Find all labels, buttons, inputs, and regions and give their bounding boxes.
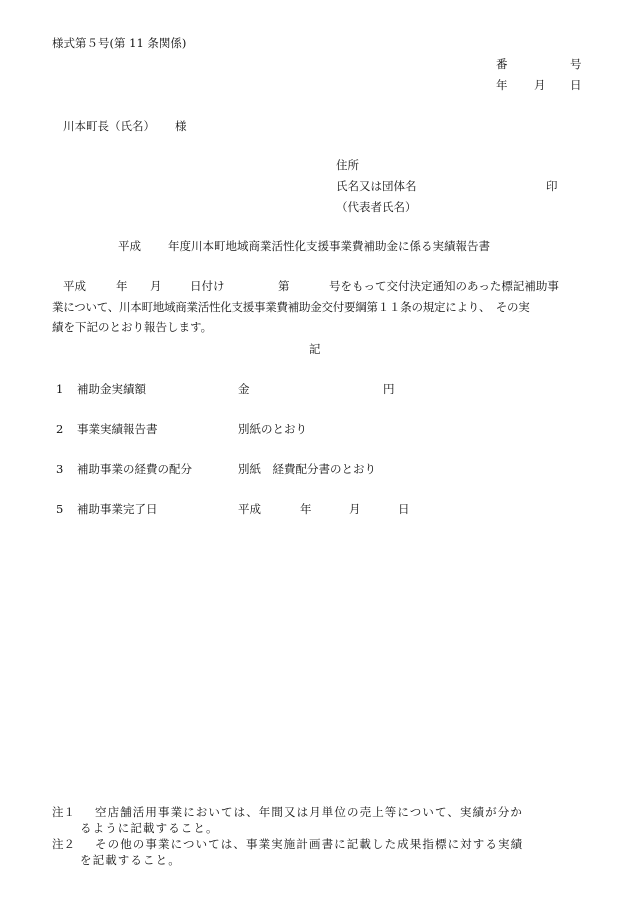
- body-era: 平成: [63, 279, 86, 293]
- note-text-line1: 空店舗活用事業においては、年間又は月単位の売上等について、実績が分か: [95, 805, 523, 819]
- note-text-line2: るように記載すること。: [80, 821, 219, 835]
- addressee-honorific: 様: [175, 119, 187, 133]
- note-text-line1: その他の事業については、事業実施計画書に記載した成果指標に対する実績: [95, 837, 524, 851]
- item-label: 補助金実績額: [77, 382, 146, 396]
- body-line1-rest: 号をもって交付決定通知のあった標記補助事: [329, 279, 559, 293]
- item-number: 1: [56, 382, 64, 396]
- item-label: 補助事業完了日: [77, 502, 158, 516]
- note-text-line2: を記載すること。: [80, 853, 181, 867]
- representative-label: （代表者氏名）: [336, 200, 417, 214]
- applicant-address-label: 住所: [336, 158, 359, 172]
- addressee-mayor: 川本町長（氏名）: [63, 119, 155, 133]
- date-month-label: 月: [534, 78, 546, 92]
- item-value: 別紙のとおり: [238, 422, 307, 436]
- seal-label: 印: [546, 179, 558, 193]
- item-number: 5: [56, 502, 64, 516]
- date-day-label: 日: [570, 78, 582, 92]
- item-value: 別紙 経費配分書のとおり: [238, 462, 376, 476]
- ki-label: 記: [309, 342, 321, 356]
- item-value-unit: 円: [383, 382, 395, 396]
- report-title: 年度川本町地域商業活性化支援事業費補助金に係る実績報告書: [168, 239, 490, 253]
- title-era: 平成: [118, 239, 141, 253]
- body-line2: 業について、川本町地域商業活性化支援事業費補助金交付要綱第１１条の規定により、 その実: [52, 300, 530, 314]
- form-label: 様式第５号(第 11 条関係): [52, 36, 187, 50]
- note-label: 注１: [52, 805, 75, 819]
- body-line3: 績を下記のとおり報告します。: [52, 320, 213, 334]
- item-label: 補助事業の経費の配分: [77, 462, 192, 476]
- item-number: 2: [56, 422, 64, 436]
- item-value-day: 日: [398, 502, 410, 516]
- note-label: 注２: [52, 837, 75, 851]
- item-number: 3: [56, 462, 64, 476]
- number-label-right: 号: [570, 57, 582, 71]
- item-value: 金: [238, 382, 250, 396]
- item-label: 事業実績報告書: [77, 422, 158, 436]
- item-value-year: 年: [300, 502, 312, 516]
- body-dated: 日付け: [190, 279, 225, 293]
- applicant-name-label: 氏名又は団体名: [336, 179, 417, 193]
- body-year: 年: [116, 279, 128, 293]
- body-month: 月: [150, 279, 162, 293]
- number-label-left: 番: [496, 57, 508, 71]
- item-value-month: 月: [349, 502, 361, 516]
- body-dai: 第: [278, 279, 290, 293]
- date-year-label: 年: [496, 78, 508, 92]
- item-value-era: 平成: [238, 502, 261, 516]
